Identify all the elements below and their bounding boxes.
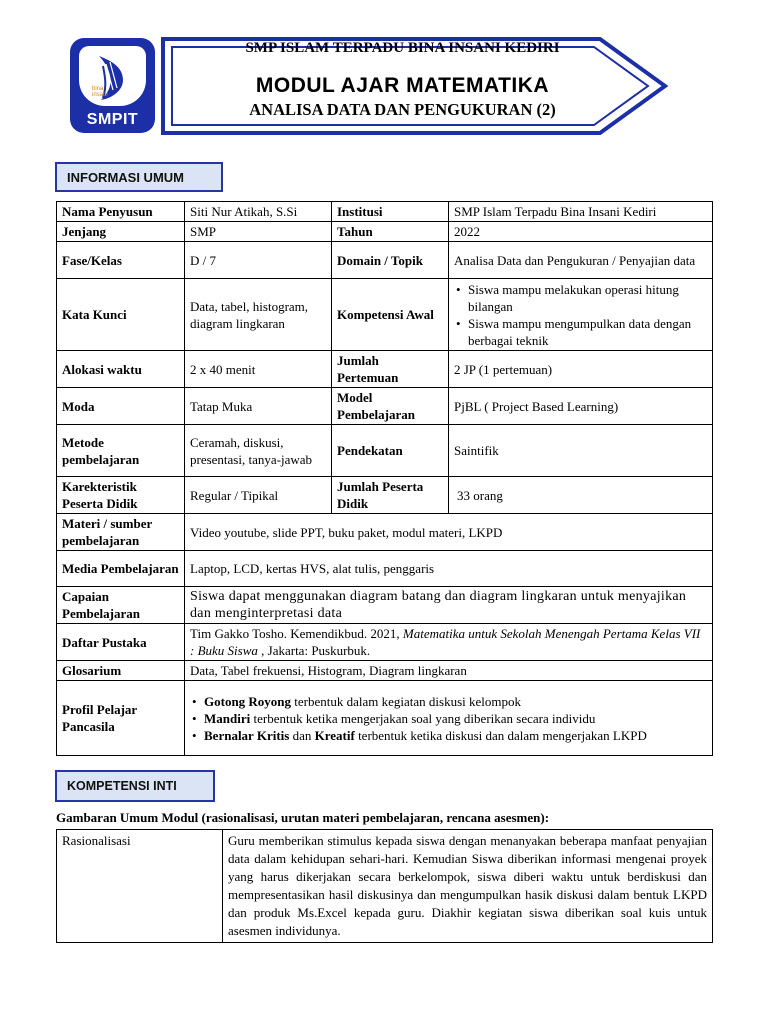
cell-label: Nama Penyusun (57, 202, 185, 222)
table-row (57, 279, 713, 351)
cell-value: Tatap Muka (185, 388, 332, 425)
table-row (57, 661, 713, 681)
table-row (57, 242, 713, 279)
cell-label: Materi / sumber pembelajaran (57, 514, 185, 551)
cell-label: Rasionalisasi (57, 830, 223, 943)
cell-label: Capaian Pembelajaran (57, 587, 185, 624)
cell-value: Ceramah, diskusi, presentasi, tanya-jawab (185, 425, 332, 477)
table-row (57, 425, 713, 477)
list-item: • Gotong Royong terbentuk dalam kegiatan diskusi kelompok (202, 693, 707, 710)
cell-value: 2 JP (1 pertemuan) (449, 351, 713, 388)
cell-label: Tahun (332, 222, 449, 242)
table-row (57, 202, 713, 222)
cell-label: Jumlah Peserta Didik (332, 477, 449, 514)
info-table (56, 201, 713, 756)
logo-subtext: bina insani (92, 86, 108, 98)
table-row (57, 830, 713, 943)
cell-label: Metode pembelajaran (57, 425, 185, 477)
cell-value: D / 7 (185, 242, 332, 279)
table-row (57, 388, 713, 425)
table-row (57, 351, 713, 388)
table-row (57, 222, 713, 242)
cell-value: SMP Islam Terpadu Bina Insani Kediri (449, 202, 713, 222)
list-item: • Siswa mampu mengumpulkan data dengan berbagai teknik (466, 315, 707, 349)
page-title: MODUL AJAR MATEMATIKA (255, 74, 550, 97)
profil-list (190, 693, 707, 744)
cell-label: Domain / Topik (332, 242, 449, 279)
cell-value: SMP (185, 222, 332, 242)
cell-value: PjBL ( Project Based Learning) (449, 388, 713, 425)
cell-value: Laptop, LCD, kertas HVS, alat tulis, penggaris (185, 551, 713, 587)
cell-value: Guru memberikan stimulus kepada siswa dengan menanyakan beberapa manfaat penyajian data dalam kehidupan sehari-hari. Kemudian Siswa diberikan informasi mengenai proyek yang harus dikerjakan secara berkelompok, siswa diberi waktu untuk berdiskusi dan mempresentasikan hasil diskusinya dan mengumpulkan hasik diskusi dalam bentuk LKPD dan produk Ms.Excel kepada guru. Diakhir kegiatan siswa diberikan soal kuis untuk asesmen individunya. (223, 830, 713, 943)
cell-label: Fase/Kelas (57, 242, 185, 279)
table-row (57, 587, 713, 624)
table-row (57, 514, 713, 551)
section-label-informasi-umum: INFORMASI UMUM (55, 162, 223, 192)
table-row (57, 681, 713, 756)
cell-value (185, 681, 713, 756)
cell-value: 2022 (449, 222, 713, 242)
cell-value: Analisa Data dan Pengukuran / Penyajian data (449, 242, 713, 279)
cell-label: Jumlah Pertemuan (332, 351, 449, 388)
list-item: • Siswa mampu melakukan operasi hitung bilangan (466, 281, 707, 315)
cell-value: Tim Gakko Tosho. Kemendikbud. 2021, Matematika untuk Sekolah Menengah Pertama Kelas VII : Buku Siswa , Jakarta: Puskurbuk. (185, 624, 713, 661)
cell-value (449, 279, 713, 351)
list-item: • Mandiri terbentuk ketika mengerjakan soal yang diberikan secara individu (202, 710, 707, 727)
table-row (57, 477, 713, 514)
kompetensi-awal-list (454, 281, 707, 349)
cell-label: Pendekatan (332, 425, 449, 477)
sail-icon (79, 46, 146, 106)
school-name: SMP ISLAM TERPADU BINA INSANI KEDIRI (245, 40, 560, 56)
cell-label: Media Pembelajaran (57, 551, 185, 587)
cell-label: Moda (57, 388, 185, 425)
cell-value: Data, Tabel frekuensi, Histogram, Diagram lingkaran (185, 661, 713, 681)
cell-value: 33 orang (449, 477, 713, 514)
list-item: • Bernalar Kritis dan Kreatif terbentuk ketika diskusi dan dalam mengerjakan LKPD (202, 727, 707, 744)
table-row (57, 624, 713, 661)
cell-value: Siswa dapat menggunakan diagram batang dan diagram lingkaran untuk menyajikan dan menginterpretasi data (185, 587, 713, 624)
cell-value: Data, tabel, histogram, diagram lingkaran (185, 279, 332, 351)
cell-label: Karekteristik Peserta Didik (57, 477, 185, 514)
page-subtitle: ANALISA DATA DAN PENGUKURAN (2) (249, 100, 556, 119)
rasionalisasi-table (56, 829, 713, 943)
logo-text: SMPIT (86, 111, 139, 128)
cell-value: Video youtube, slide PPT, buku paket, modul materi, LKPD (185, 514, 713, 551)
cell-label: Kata Kunci (57, 279, 185, 351)
cell-value: 2 x 40 menit (185, 351, 332, 388)
cell-value: Saintifik (449, 425, 713, 477)
cell-label: Institusi (332, 202, 449, 222)
cell-label: Jenjang (57, 222, 185, 242)
section-label-kompetensi-inti: KOMPETENSI INTI (55, 770, 215, 802)
cell-label: Alokasi waktu (57, 351, 185, 388)
school-logo (70, 38, 155, 133)
cell-value: Siti Nur Atikah, S.Si (185, 202, 332, 222)
cell-value: Regular / Tipikal (185, 477, 332, 514)
cell-label: Model Pembelajaran (332, 388, 449, 425)
cell-label: Glosarium (57, 661, 185, 681)
cell-label: Kompetensi Awal (332, 279, 449, 351)
gambaran-heading: Gambaran Umum Modul (rasionalisasi, urutan materi pembelajaran, rencana asesmen): (56, 810, 550, 825)
table-row (57, 551, 713, 587)
logo-emblem (79, 46, 146, 106)
cell-label: Profil Pelajar Pancasila (57, 681, 185, 756)
cell-label: Daftar Pustaka (57, 624, 185, 661)
